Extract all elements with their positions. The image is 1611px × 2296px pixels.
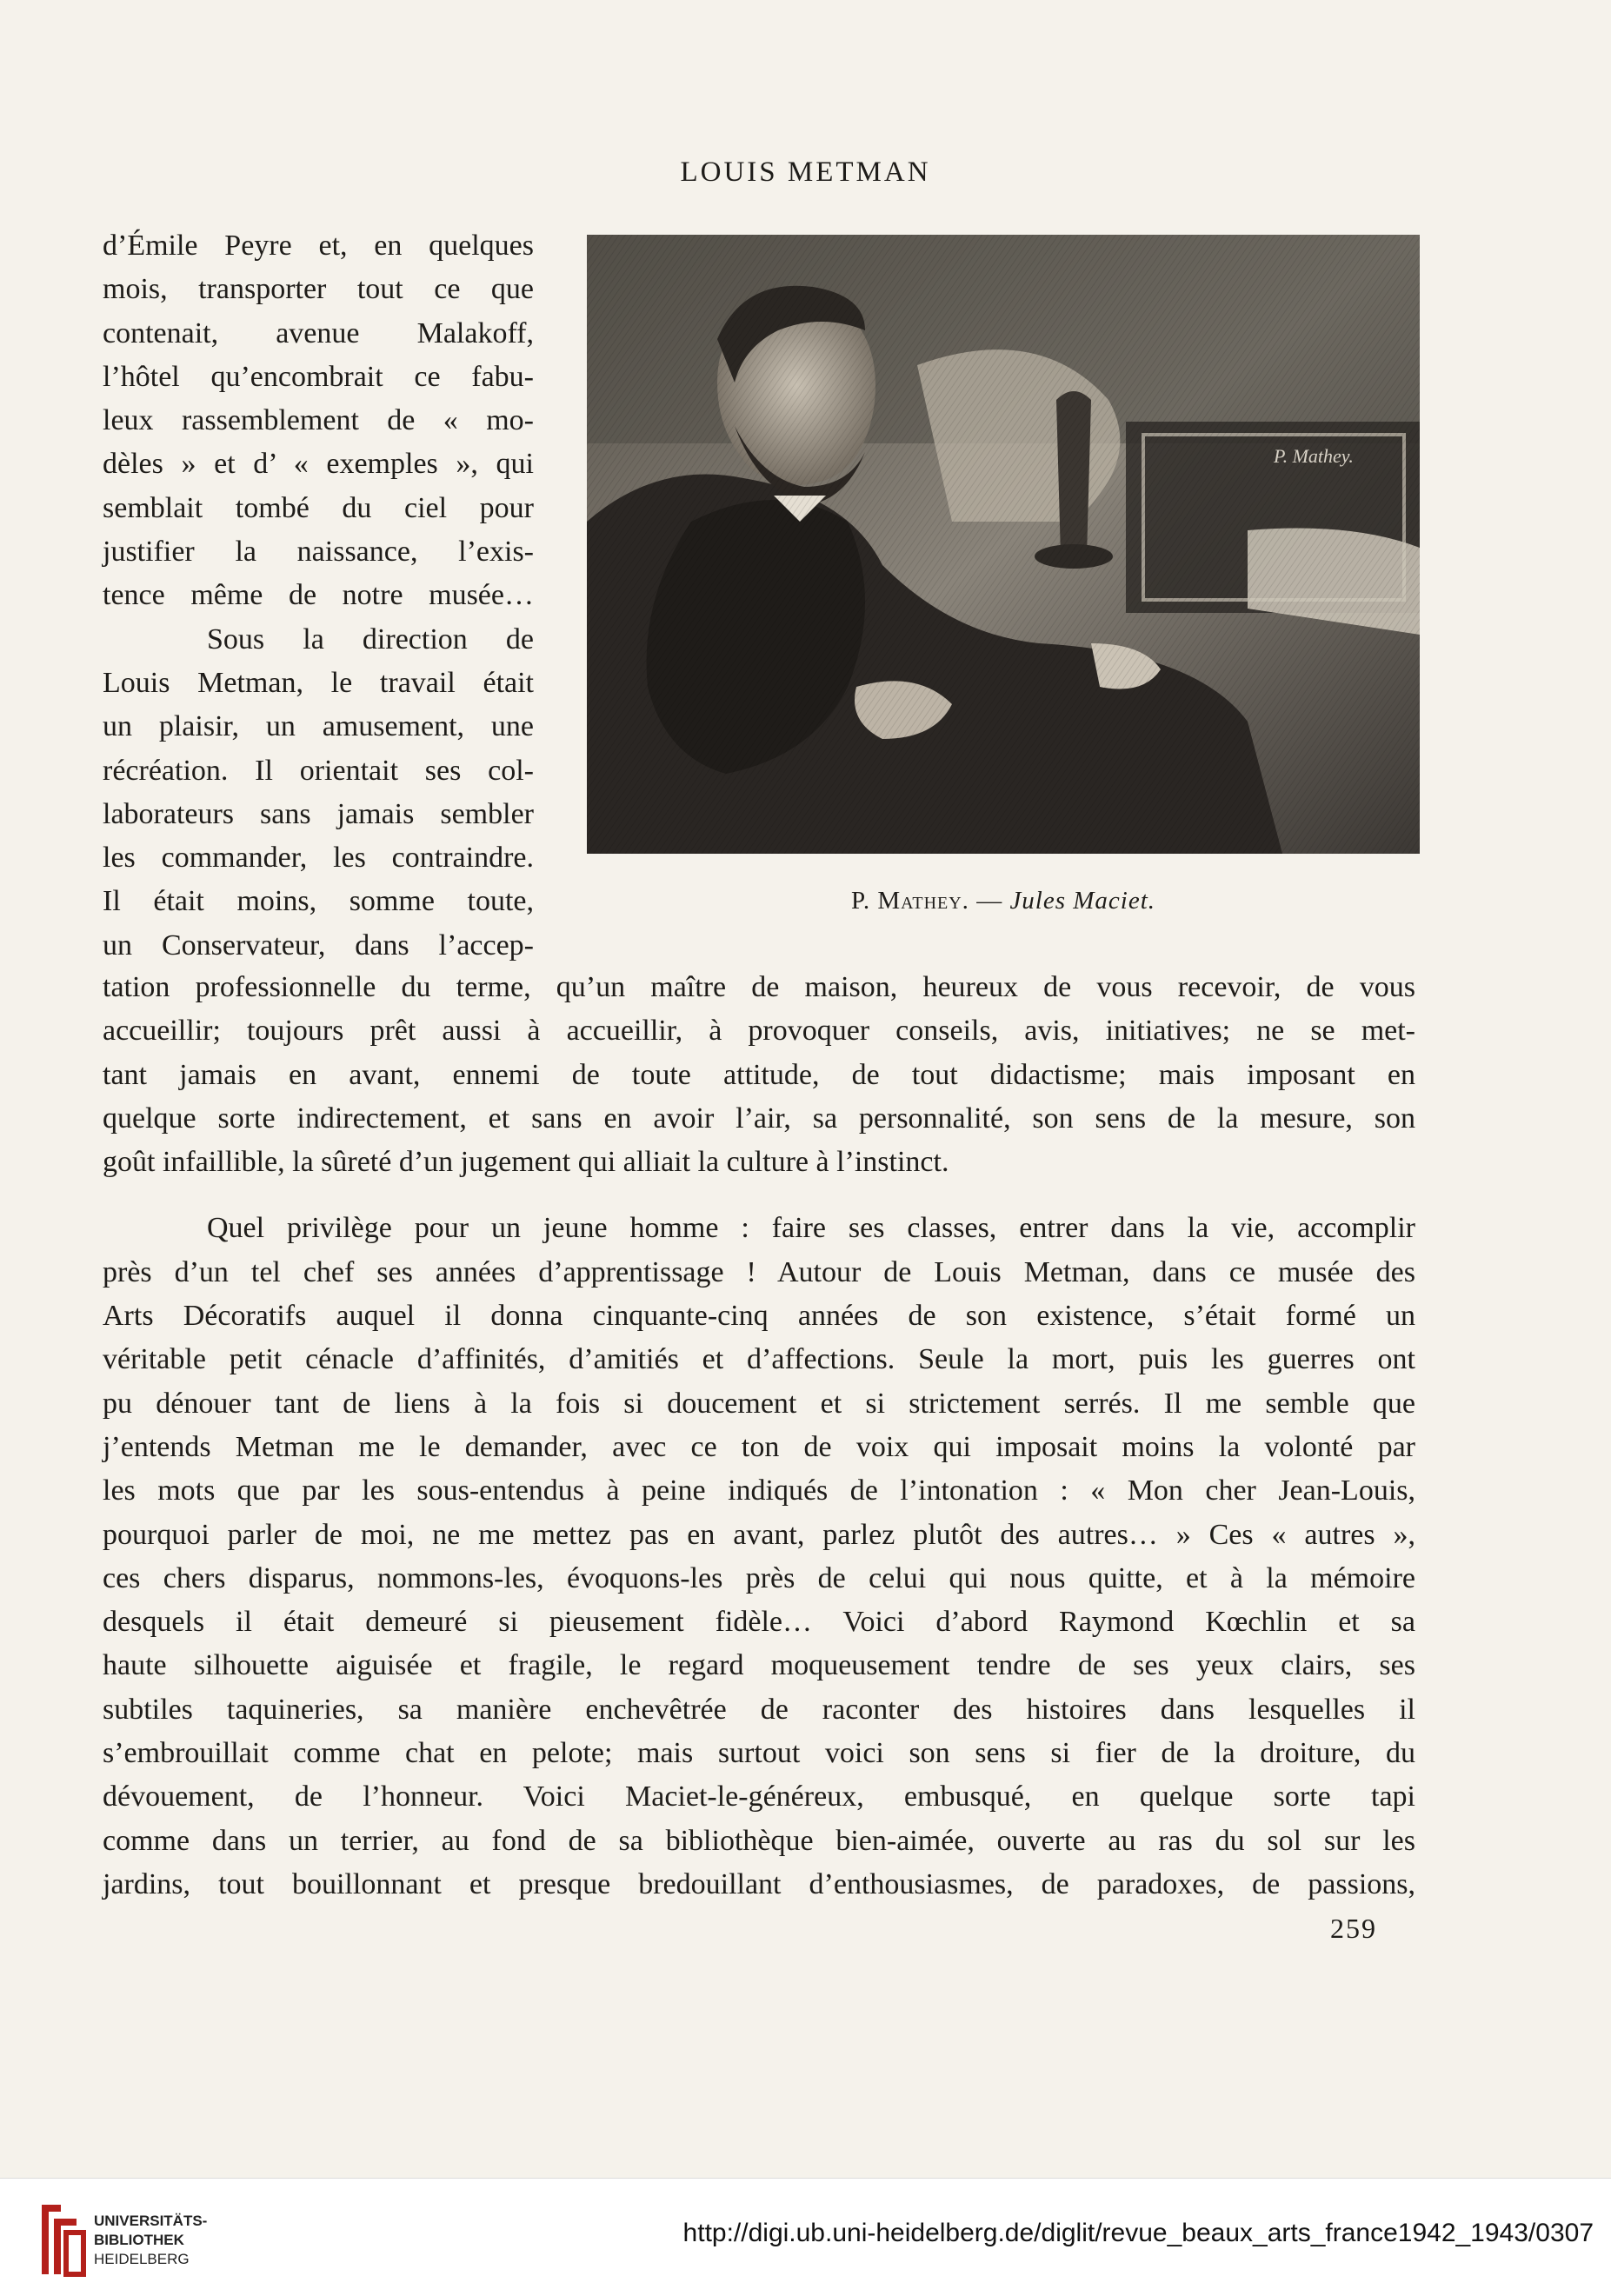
- text-line: l’hôtel qu’encombrait ce fabu-: [103, 360, 534, 393]
- text-line: s’embrouillait comme chat en pelote; mais surtout voici son sens si fier de la droiture, du: [103, 1737, 1415, 1770]
- caption-artist: P. Mathey.: [850, 887, 969, 915]
- portrait-illustration: [587, 235, 1420, 854]
- text-line: un Conservateur, dans l’accep-: [103, 928, 534, 962]
- library-name-line: BIBLIOTHEK: [94, 2232, 184, 2248]
- caption-title: Jules Maciet.: [1009, 887, 1156, 915]
- text-line: jardins, tout bouillonnant et presque bredouillant d’enthousiasmes, de paradoxes, de passions,: [103, 1867, 1415, 1900]
- wide-column-text: [103, 966, 1415, 1907]
- text-line: pourquoi parler de moi, ne me mettez pas en avant, parlez plutôt des autres… » Ces « autres »,: [103, 1518, 1415, 1551]
- text-line: près d’un tel chef ses années d’apprentissage ! Autour de Louis Metman, dans ce musée des: [103, 1255, 1415, 1288]
- text-line: d’Émile Peyre et, en quelques: [103, 230, 534, 262]
- text-line: dévouement, de l’honneur. Voici Maciet-le-généreux, embusqué, en quelque sorte tapi: [103, 1780, 1415, 1814]
- running-head: LOUIS METMAN: [680, 156, 931, 188]
- text-line: véritable petit cénacle d’affinités, d’amitiés et d’affections. Seule la mort, puis les guerres ont: [103, 1343, 1415, 1376]
- caption-separator: —: [969, 887, 1010, 915]
- painting-signature: P. Mathey.: [1274, 445, 1354, 467]
- library-name-line: UNIVERSITÄTS-: [94, 2213, 208, 2229]
- text-line: justifier la naissance, l’exis-: [103, 536, 534, 569]
- page-number: 259: [1330, 1913, 1377, 1944]
- library-footer: [0, 2178, 1611, 2296]
- text-line: contenait, avenue Malakoff,: [103, 316, 534, 349]
- text-line: tant jamais en avant, ennemi de toute attitude, de tout didactisme; mais imposant en: [103, 1058, 1415, 1091]
- text-line: j’entends Metman me le demander, avec ce ton de voix qui imposait moins la volonté par: [103, 1430, 1415, 1463]
- text-line: tence même de notre musée…: [103, 579, 534, 612]
- portrait-figure: [587, 235, 1420, 854]
- library-name-line: HEIDELBERG: [94, 2251, 190, 2267]
- text-line: quelque sorte indirectement, et sans en avoir l’air, sa personnalité, son sens de la mesure, son: [103, 1101, 1415, 1135]
- text-line: comme dans un terrier, au fond de sa bibliothèque bien-aimée, ouverte au ras du sol sur les: [103, 1824, 1415, 1857]
- figure-caption: [587, 887, 1420, 915]
- source-url[interactable]: http://digi.ub.uni-heidelberg.de/diglit/revue_beaux_arts_france1942_1943/0307: [682, 2219, 1594, 2247]
- text-line: les commander, les contraindre.: [103, 842, 534, 875]
- text-line: laborateurs sans jamais sembler: [103, 797, 534, 830]
- text-line: récréation. Il orientait ses col-: [103, 754, 534, 787]
- text-line: goût infaillible, la sûreté d’un jugement qui alliait la culture à l’instinct.: [103, 1146, 949, 1179]
- text-line: haute silhouette aiguisée et fragile, le regard moqueusement tendre de ses yeux clairs, ses: [103, 1649, 1415, 1682]
- text-line: tation professionnelle du terme, qu’un maître de maison, heureux de vous recevoir, de vous: [103, 971, 1415, 1003]
- narrow-column-text: [103, 224, 534, 968]
- text-line: accueillir; toujours prêt aussi à accueillir, à provoquer conseils, avis, initiatives; ne se met-: [103, 1015, 1415, 1048]
- library-name: [94, 2212, 207, 2269]
- text-line: ces chers disparus, nommons-les, évoquons-les près de celui qui nous quitte, et à la mémoire: [103, 1561, 1415, 1594]
- text-line: Louis Metman, le travail était: [103, 666, 534, 699]
- text-line: leux rassemblement de « mo-: [103, 404, 534, 437]
- text-line: Arts Décoratifs auquel il donna cinquante-cinq années de son existence, s’était formé un: [103, 1300, 1415, 1333]
- text-line: Quel privilège pour un jeune homme : faire ses classes, entrer dans la vie, accomplir: [207, 1212, 1415, 1245]
- text-line: desquels il était demeuré si pieusement fidèle… Voici d’abord Raymond Kœchlin et sa: [103, 1606, 1415, 1639]
- text-line: semblait tombé du ciel pour: [103, 491, 534, 524]
- text-line: les mots que par les sous-entendus à peine indiqués de l’intonation : « Mon cher Jean-Louis,: [103, 1474, 1415, 1507]
- text-line: pu dénouer tant de liens à la fois si doucement et si strictement serrés. Il me semble que: [103, 1387, 1415, 1420]
- text-line: Sous la direction de: [207, 622, 534, 656]
- text-line: mois, transporter tout ce que: [103, 273, 534, 306]
- text-line: dèles » et d’ « exemples », qui: [103, 448, 534, 481]
- text-line: subtiles taquineries, sa manière enchevêtrée de raconter des histoires dans lesquelles il: [103, 1693, 1415, 1726]
- text-line: Il était moins, somme toute,: [103, 885, 534, 918]
- text-line: un plaisir, un amusement, une: [103, 710, 534, 743]
- library-logo-icon: [35, 2196, 87, 2283]
